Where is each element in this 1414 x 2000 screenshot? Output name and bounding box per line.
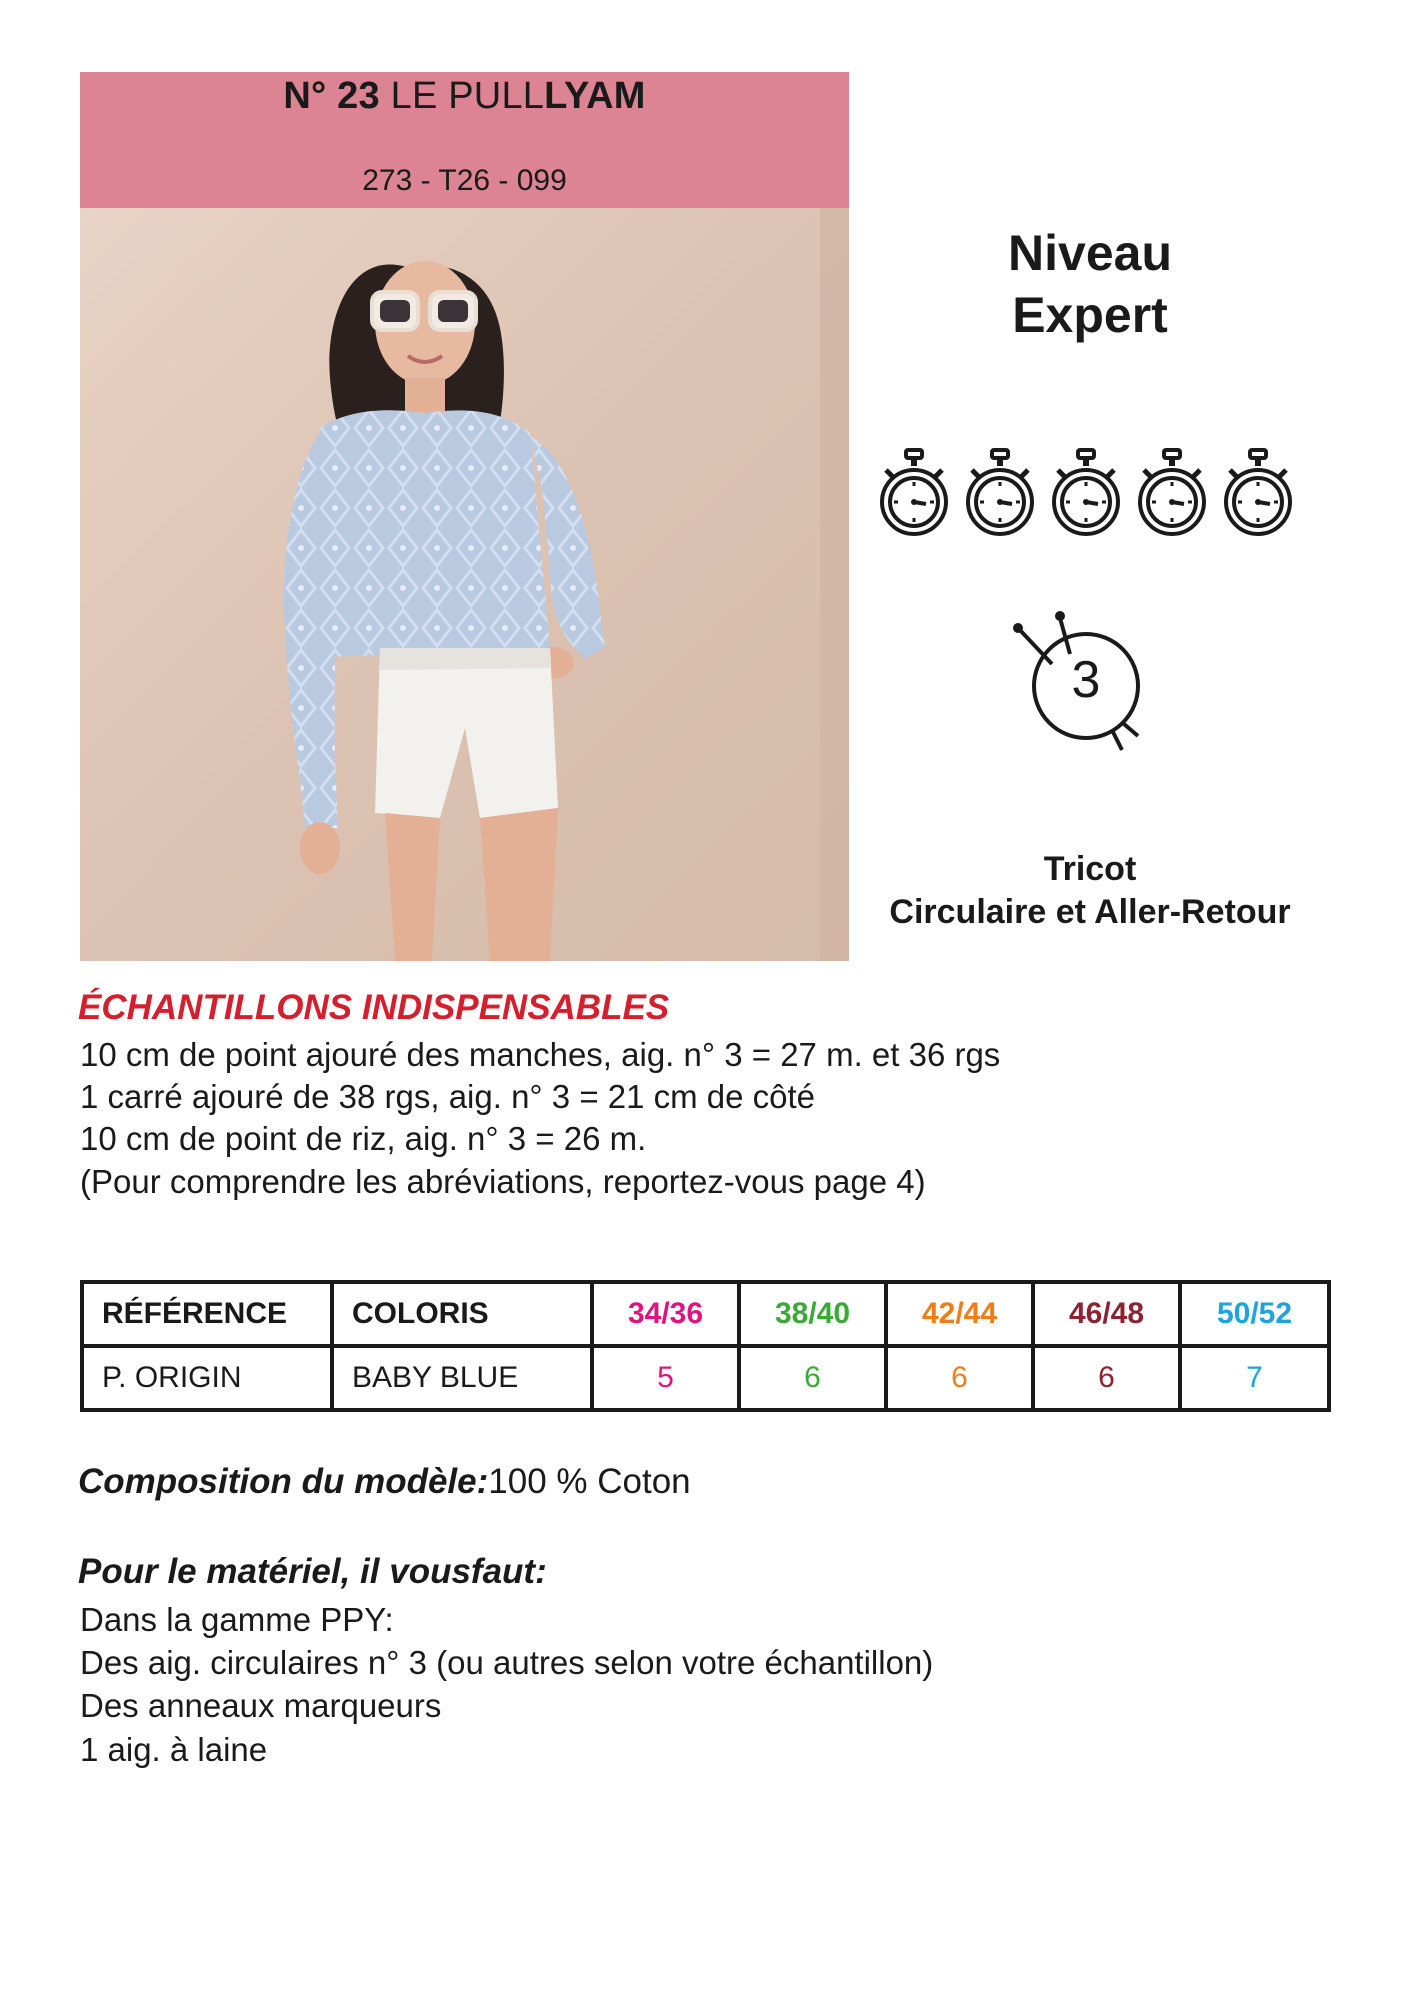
cell-color: BABY BLUE	[332, 1346, 592, 1410]
stopwatch-icon	[1136, 448, 1208, 540]
technique	[860, 848, 1320, 934]
cell-quantity: 6	[1033, 1346, 1180, 1410]
material-line: 1 aig. à laine	[80, 1730, 268, 1768]
col-header-size: 38/40	[739, 1282, 886, 1346]
col-header-size: 50/52	[1180, 1282, 1329, 1346]
composition	[78, 1462, 691, 1502]
composition-value: 100 % Coton	[488, 1462, 691, 1501]
material-line: Des aig. circulaires n° 3 (ou autres selon votre échantillon)	[80, 1644, 934, 1682]
samples-title: ÉCHANTILLONS INDISPENSABLES	[78, 988, 670, 1027]
needle-size-number: 3	[1071, 651, 1101, 709]
sample-line: 10 cm de point de riz, aig. n° 3 = 26 m.	[80, 1120, 647, 1158]
composition-label: Composition du modèle:	[78, 1462, 489, 1501]
pattern-name-light: LE PULL	[390, 75, 545, 117]
pattern-name-bold: LYAM	[544, 75, 646, 117]
yarn-quantity-table	[80, 1280, 1331, 1412]
sample-line: 10 cm de point ajouré des manches, aig. n° 3 = 27 m. et 36 rgs	[80, 1036, 1001, 1073]
sample-line: (Pour comprendre les abréviations, reportez-vous page 4)	[80, 1162, 926, 1200]
level-value: Expert	[1012, 287, 1168, 343]
stopwatch-icon	[964, 448, 1036, 540]
cell-quantity: 7	[1180, 1346, 1329, 1410]
col-header-color: COLORIS	[332, 1282, 592, 1346]
col-header-size: 34/36	[592, 1282, 739, 1346]
time-rating	[878, 448, 1298, 548]
technique-line2: Circulaire et Aller-Retour	[889, 893, 1291, 932]
material-line: Dans la gamme PPY:	[80, 1601, 394, 1638]
material-line: Des anneaux marqueurs	[80, 1687, 442, 1725]
pattern-number: N° 23	[283, 75, 380, 117]
table-header-row	[82, 1282, 1329, 1346]
cell-quantity: 5	[592, 1346, 739, 1410]
stopwatch-icon	[878, 448, 950, 540]
model-photo	[80, 208, 849, 961]
sample-line: 1 carré ajouré de 38 rgs, aig. n° 3 = 21 cm de côté	[80, 1078, 816, 1116]
technique-line1: Tricot	[1043, 850, 1137, 888]
materials-title: Pour le matériel, il vousfaut:	[78, 1552, 547, 1591]
pattern-title	[80, 76, 849, 118]
materials-list	[80, 1598, 933, 1771]
needle-size-badge	[1012, 604, 1142, 754]
level-label: Niveau	[1008, 225, 1172, 281]
stopwatch-icon	[1050, 448, 1122, 540]
cell-quantity: 6	[886, 1346, 1033, 1410]
col-header-size: 42/44	[886, 1282, 1033, 1346]
samples-list	[80, 1034, 1000, 1203]
cell-quantity: 6	[739, 1346, 886, 1410]
col-header-size: 46/48	[1033, 1282, 1180, 1346]
pattern-reference: 273 - T26 - 099	[362, 164, 567, 197]
stopwatch-icon	[1222, 448, 1294, 540]
table-row	[82, 1346, 1329, 1410]
col-header-reference: RÉFÉRENCE	[82, 1282, 332, 1346]
pattern-header	[80, 72, 849, 208]
cell-reference: P. ORIGIN	[82, 1346, 332, 1410]
